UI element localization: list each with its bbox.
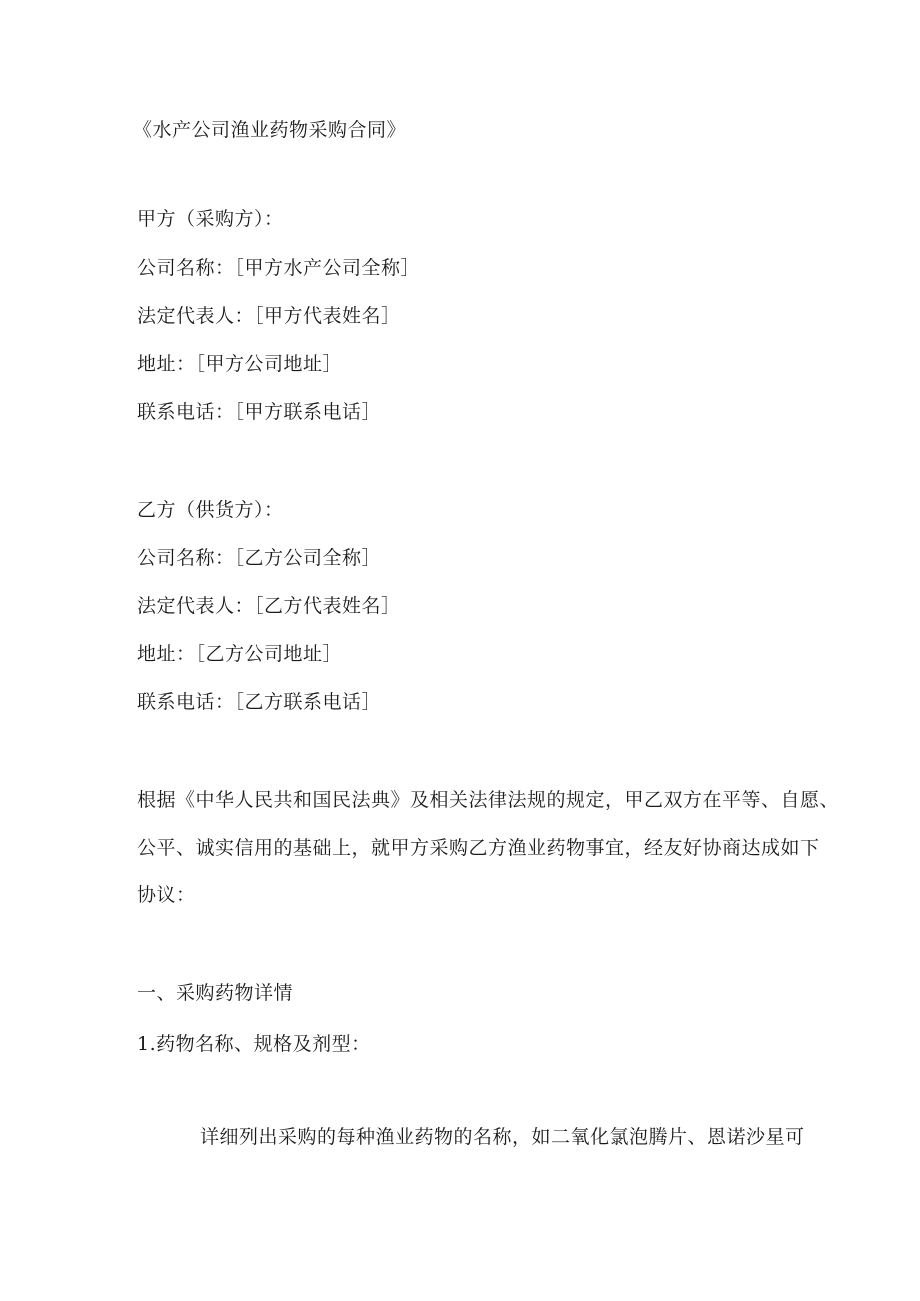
party-b-heading: 乙方（供货方）： bbox=[137, 499, 284, 521]
section-1-item-1-text: 详细列出采购的每种渔业药物的名称，如二氧化氯泡腾片、恩诺沙星可 bbox=[200, 1126, 805, 1148]
party-b-address: 地址：［乙方公司地址］ bbox=[137, 643, 343, 665]
document-title: 《水产公司渔业药物采购合同》 bbox=[133, 119, 407, 141]
party-b-representative: 法定代表人：［乙方代表姓名］ bbox=[137, 595, 401, 617]
preamble-line-3: 协议： bbox=[137, 884, 196, 906]
party-a-company: 公司名称：［甲方水产公司全称］ bbox=[137, 257, 421, 279]
party-a-heading: 甲方（采购方）： bbox=[137, 208, 284, 230]
party-b-phone: 联系电话：［乙方联系电话］ bbox=[137, 691, 382, 713]
section-1-item-1-heading: 1.药物名称、规格及剂型： bbox=[137, 1033, 371, 1055]
preamble-line-2: 公平、诚实信用的基础上，就甲方采购乙方渔业药物事宜，经友好协商达成如下 bbox=[137, 837, 820, 859]
party-a-representative: 法定代表人：［甲方代表姓名］ bbox=[137, 305, 401, 327]
party-a-address: 地址：［甲方公司地址］ bbox=[137, 353, 343, 375]
party-b-company: 公司名称：［乙方公司全称］ bbox=[137, 547, 382, 569]
section-1-heading: 一、采购药物详情 bbox=[137, 982, 294, 1004]
party-a-phone: 联系电话：［甲方联系电话］ bbox=[137, 401, 382, 423]
preamble-line-1: 根据《中华人民共和国民法典》及相关法律法规的规定，甲乙双方在平等、自愿、 bbox=[137, 789, 840, 811]
